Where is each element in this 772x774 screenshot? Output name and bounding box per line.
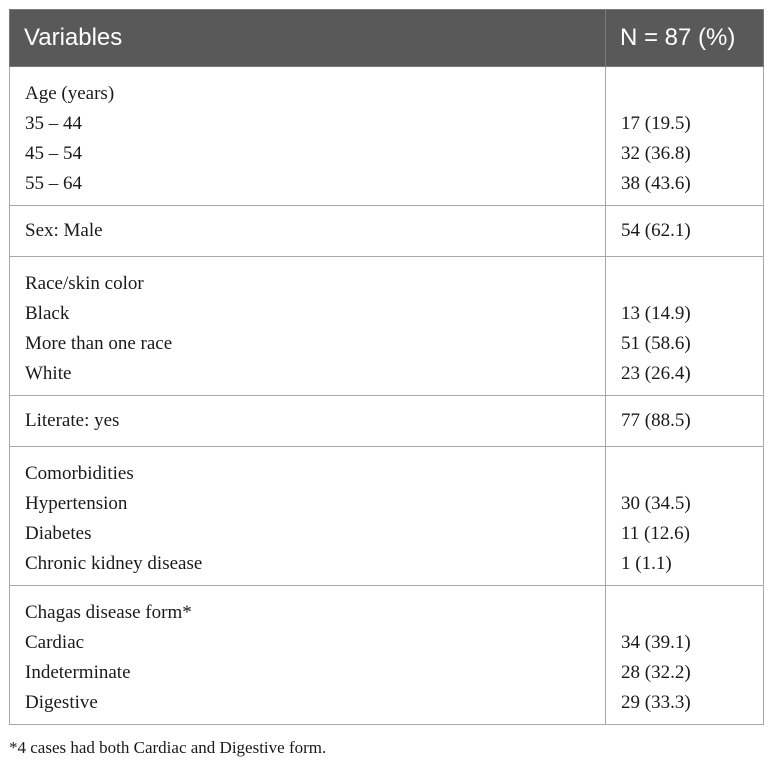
row-value: 11 (12.6) xyxy=(621,523,690,544)
group-chagas-labels xyxy=(10,586,606,725)
row-value: 38 (43.6) xyxy=(621,173,691,194)
row-label: Indeterminate xyxy=(25,662,131,683)
row-value: 23 (26.4) xyxy=(621,363,691,384)
row-value: 54 (62.1) xyxy=(606,206,764,257)
row-value: 17 (19.5) xyxy=(621,113,691,134)
group-chagas-values xyxy=(606,586,764,725)
row-sex xyxy=(10,206,764,257)
group-title: Chagas disease form* xyxy=(25,602,192,623)
group-chagas xyxy=(10,586,764,725)
group-race xyxy=(10,257,764,396)
variables-table xyxy=(9,9,764,725)
row-label: More than one race xyxy=(25,333,173,354)
row-value: 30 (34.5) xyxy=(621,493,691,514)
group-age xyxy=(10,67,764,206)
header-row xyxy=(10,10,764,67)
header-n-percent: N = 87 (%) xyxy=(606,10,764,67)
group-title: Age (years) xyxy=(25,83,115,104)
row-label: 55 – 64 xyxy=(25,173,82,194)
row-label: Chronic kidney disease xyxy=(25,553,203,574)
group-race-labels xyxy=(10,257,606,396)
row-label: Diabetes xyxy=(25,523,92,544)
row-label: Sex: Male xyxy=(10,206,606,257)
row-value: 13 (14.9) xyxy=(621,303,691,324)
row-label: 45 – 54 xyxy=(25,143,82,164)
row-label: Hypertension xyxy=(25,493,128,514)
row-value: 32 (36.8) xyxy=(621,143,691,164)
row-literate xyxy=(10,396,764,447)
group-age-values xyxy=(606,67,764,206)
row-label: Cardiac xyxy=(25,632,85,653)
row-value: 77 (88.5) xyxy=(606,396,764,447)
row-value: 1 (1.1) xyxy=(621,553,672,574)
row-label: Black xyxy=(25,303,70,324)
row-value: 28 (32.2) xyxy=(621,662,691,683)
row-value: 51 (58.6) xyxy=(621,333,691,354)
row-value: 29 (33.3) xyxy=(621,692,691,713)
row-label: White xyxy=(25,363,72,384)
header-variables: Variables xyxy=(10,10,606,67)
group-comorbidities xyxy=(10,447,764,586)
group-title: Comorbidities xyxy=(25,463,134,484)
group-comorbidities-labels xyxy=(10,447,606,586)
row-label: Literate: yes xyxy=(10,396,606,447)
group-title: Race/skin color xyxy=(25,273,144,294)
group-comorbidities-values xyxy=(606,447,764,586)
row-label: Digestive xyxy=(25,692,98,713)
group-age-labels xyxy=(10,67,606,206)
data-table-container xyxy=(9,9,763,725)
group-race-values xyxy=(606,257,764,396)
row-label: 35 – 44 xyxy=(25,113,82,134)
table-footnote: *4 cases had both Cardiac and Digestive form. xyxy=(9,738,327,757)
row-value: 34 (39.1) xyxy=(621,632,691,653)
